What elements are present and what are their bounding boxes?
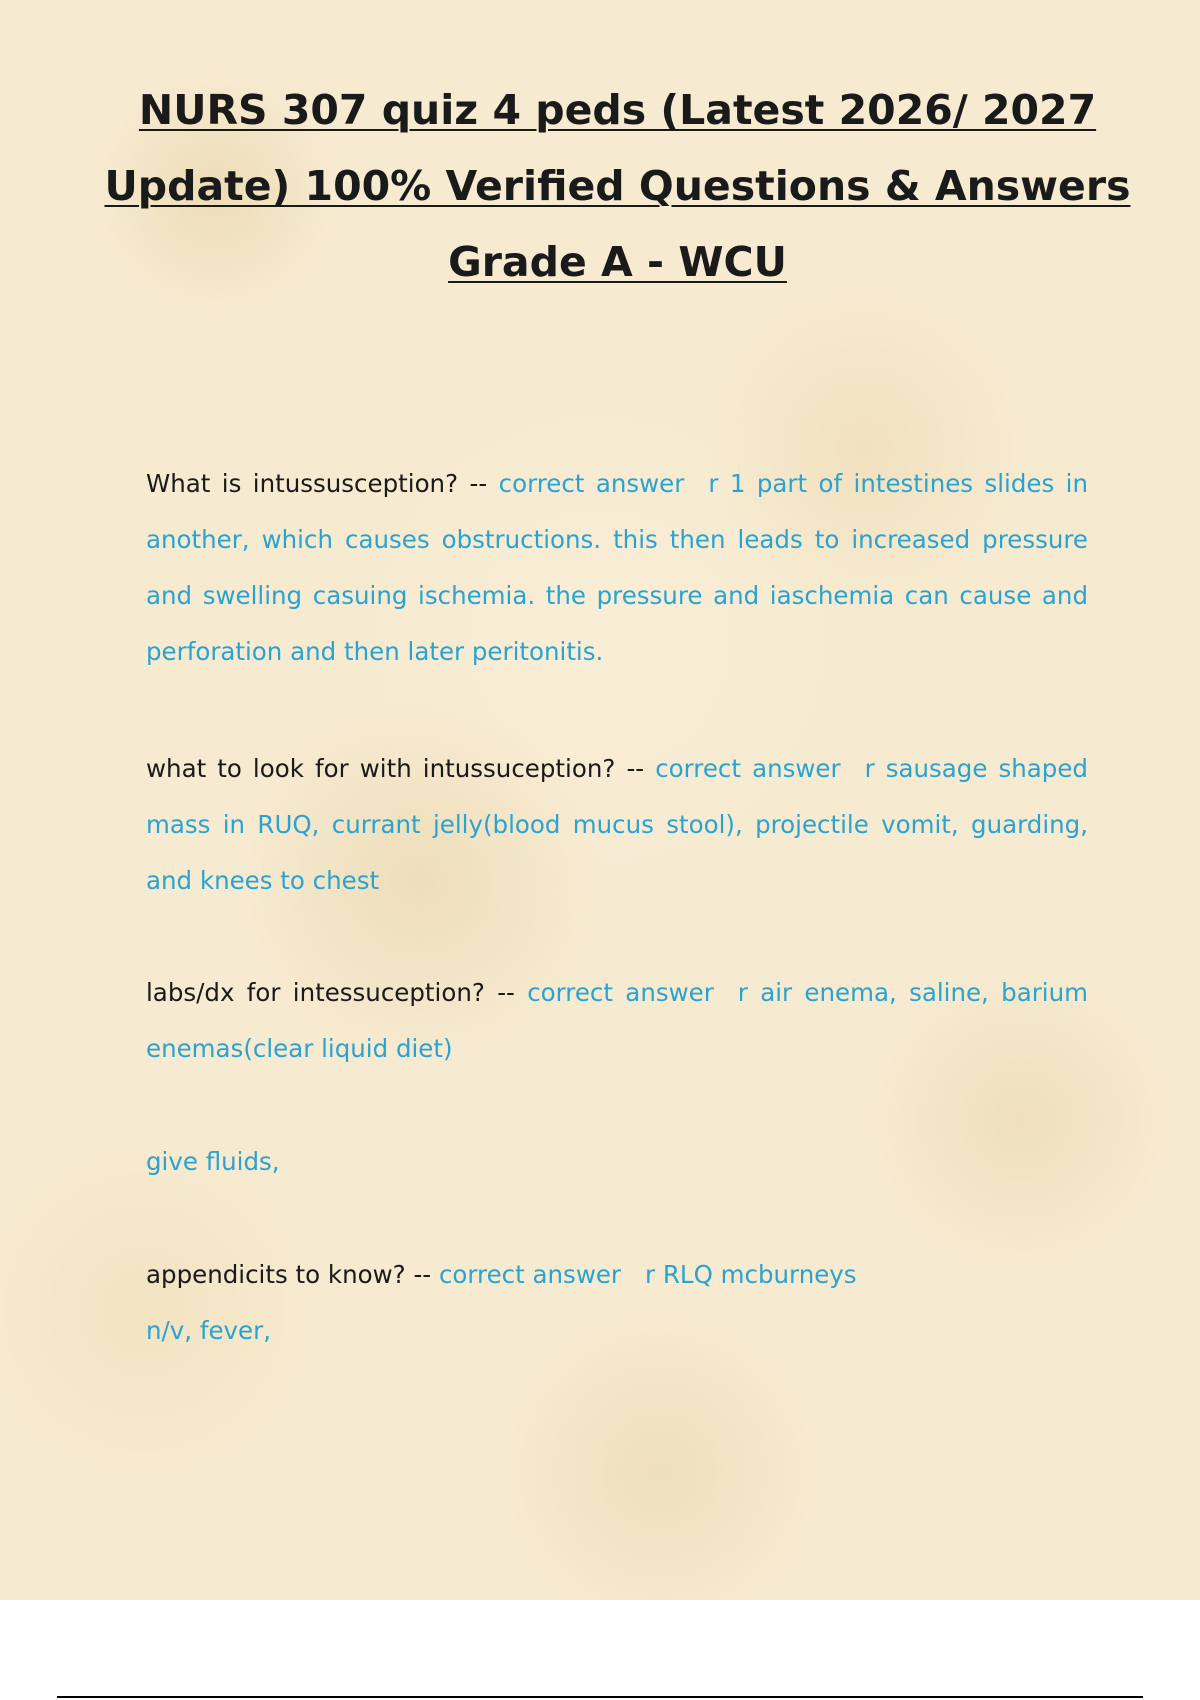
answer-text: 1 part of intestines slides in another, which causes obstructions. this then leads to increased pressure and swelling casuing ischemia. the pressure and iaschemia can cause and perforation and then later peritonitis. (146, 469, 1088, 666)
answer-extra-text: give fluids, (146, 1147, 280, 1176)
qa-item-3-extra (146, 1134, 1088, 1190)
correct-answer-label: correct answer (655, 754, 841, 783)
document-title: NURS 307 quiz 4 peds (Latest 2026/ 2027 Update) 100% Verified Questions & Answers Grade A - WCU (104, 86, 1131, 286)
qa-item-4 (146, 1247, 1088, 1303)
answer-marker: r (645, 1260, 656, 1289)
separator: -- (469, 469, 488, 498)
question-text: labs/dx for intessuception? (146, 978, 485, 1007)
answer-marker: r (737, 978, 748, 1007)
separator: -- (497, 978, 515, 1007)
correct-answer-label: correct answer (498, 469, 685, 498)
answer-marker: r (864, 754, 875, 783)
correct-answer-label: correct answer (438, 1260, 622, 1289)
answer-extra-text: n/v, fever, (146, 1316, 271, 1345)
answer-marker: r (708, 469, 719, 498)
footer-divider (57, 1696, 1143, 1698)
correct-answer-label: correct answer (527, 978, 714, 1007)
qa-item-4-extra (146, 1303, 1088, 1359)
answer-text: RLQ mcburneys (662, 1260, 857, 1289)
separator: -- (626, 754, 645, 783)
answer-text: air enema, saline, barium enemas(clear liquid diet) (146, 978, 1088, 1063)
question-text: What is intussusception? (146, 469, 459, 498)
qa-item-1 (146, 456, 1088, 680)
separator: -- (413, 1260, 432, 1289)
question-text: what to look for with intussuception? (146, 754, 616, 783)
answer-text: sausage shaped mass in RUQ, currant jelly(blood mucus stool), projectile vomit, guarding, and knees to chest (146, 754, 1088, 895)
qa-item-2 (146, 741, 1088, 909)
qa-item-3 (146, 965, 1088, 1077)
question-text: appendicits to know? (146, 1260, 406, 1289)
